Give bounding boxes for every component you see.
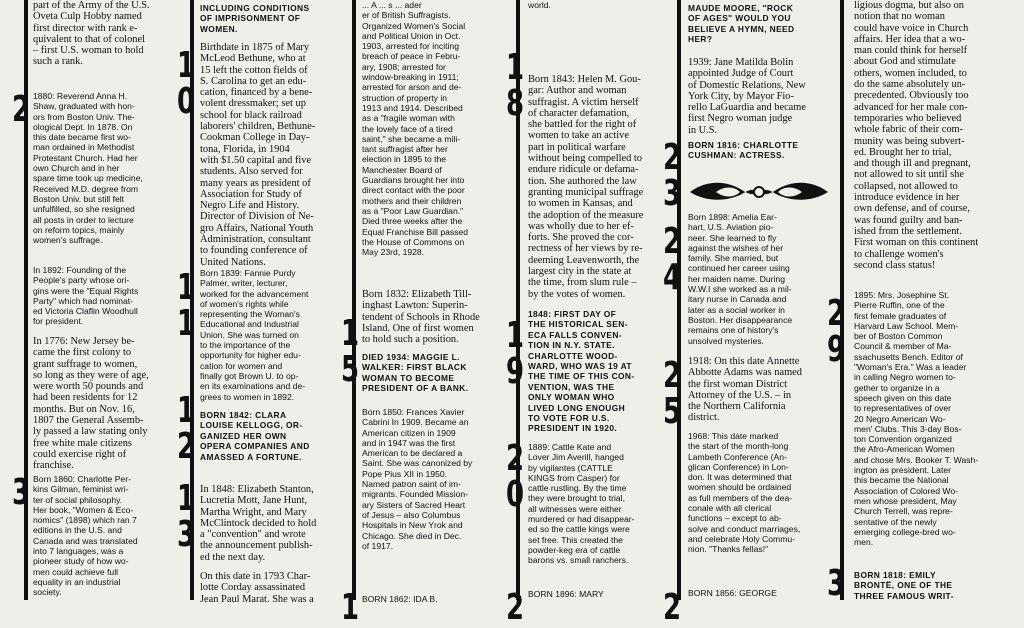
calendar-entry: ligious dogma, but also on notion that no woman could have voice in Church affairs. Her idea that a wo- man could think for herself about God and stimulate others, women included, to do the same absolutely un- precedented. Obviously too advanced for her male con- temporaries who believed whole fabric of their com- munity was being subvert- ed. Brought her to trial, and though ill and pregnant, not allowed to sit until she collapsed, not allowed to introduce evidence in her own defense, and of course, was found guilty and ban- ished from the settlement. First woman on this continent to challenge women's second class status! [854, 0, 979, 271]
entry-headline: 1848: FIRST DAY OF THE HISTORICAL SEN- ECA FALLS CONVEN- TION IN N.Y. STATE. CHARLOTTE WOOD- WARD, WHO WAS 19 AT THE TIME OF THIS CON- VENTION, WAS THE ONLY WOMAN WHO LIVED LONG ENOUGH TO VOTE FOR U.S. PRESIDENT IN 1920. [528, 309, 635, 434]
date-digit: 3 [176, 514, 196, 555]
calendar-entry: Born 1843: Helen M. Gou- gar: Author and woman suffragist. A victim herself of character defamation, she battled for the right of women to take an active part in political warfare without being compelled to endure ridicule or defama- tion. She authored the law granting municipal suffrage to women in Kansas, and the adoption of the measure was wholly due to her ef- forts. She proved the cor- rectness of her views by re- deeming Leavenworth, the largest city in the state at the time, from slum rule – by the votes of women. [528, 74, 644, 300]
date-digit: 1 [176, 390, 196, 431]
calendar-entry: Born 1832: Elizabeth Till- inghast Lawton: Superin- tendent of Schools in Rhode Island. One of first women to hold such a position. [362, 289, 480, 346]
calendar-entry: 1939: Jane Matilda Bolin appointed Judge of Court of Domestic Relations, New York City, by Mayor Fio- rello LaGuardia and became first Negro woman judge in U.S. [688, 57, 806, 136]
date-digit: 0 [176, 81, 196, 122]
date-digit: 3 [662, 173, 682, 214]
date-digit: 3 [11, 472, 31, 513]
entry-headline: INCLUDING CONDITIONS OF IMPRISONMENT OF WOMEN. [200, 3, 310, 34]
date-digit: 1 [176, 45, 196, 86]
calendar-entry: ... A ... s ... ader er of British Suffragists. Organized Women's Social and Political Union in Oct. 1903, arrested for inciting breach of peace in Febru- ary, 1908; arrested for window-breaking in 1911; arrested for arson and de- struction of property in 1913 and 1914. Described as a "fragile woman with the lovely face of a tired saint," she became a mili- tant suffragist after her election in 1895 to the Manchester Board of Guardians brought her into direct contact with the poor mothers and their children as a "Poor Law Guardian." Died three weeks after the Equal Franchise Bill passed the House of Commons on May 23rd, 1928. [362, 0, 469, 258]
date-digit: 2 [505, 438, 525, 479]
calendar-entry: part of the Army of the U.S. Oveta Culp Hobby named first director with rank e- quivalent to that of colonel – first U.S. woman to hold such a rank. [33, 0, 150, 68]
date-digit: 1 [340, 587, 360, 628]
date-digit: 2 [11, 89, 31, 130]
calendar-entry: On this date in 1793 Char- lotte Corday assassinated Jean Paul Marat. She was a [200, 571, 314, 605]
calendar-entry: 1968: This date marked the start of the month-long Lambeth Conference (An- glican Conference) in Lon- don. It was determined that women should be ordained as full members of the dea- conale with all clerical functions – except to ab- solve and conduct marriages, and celebrate Holy Commu- nion. "Thanks fellas!" [688, 431, 801, 555]
calendar-entry: Born 1850: Frances Xavier Cabrini In 1909. Became an American citizen in 1909 and in 1947 was the first American to be declared a Saint. She was canonized by Pope Pius XII in 1950. Named patron saint of im- migrants. Founded Mission- ary Sisters of Sacred Heart of Jesus – also Columbus Hospitals in New Yrok and Chicago. She died in Dec. of 1917. [362, 407, 473, 551]
date-digit: 2 [505, 587, 525, 628]
calendar-entry: In 1848: Elizabeth Stanton, Lucretia Mott, Jane Hunt, Martha Wright, and Mary McClintock decided to hold a "convention" and wrote the announcement publish- ed the next day. [200, 484, 317, 563]
date-digit: 3 [826, 563, 846, 604]
entry-headline: BORN 1842: CLARA LOUISE KELLOGG, OR- GANIZED HER OWN OPERA COMPANIES AND AMASSED A FORTUNE. [200, 410, 310, 462]
date-digit: 8 [505, 83, 525, 124]
ornament-divider [686, 178, 832, 206]
calendar-entry: 1918: On this date Annette Abbotte Adams was named the first woman District Attorney of the U.S. – in the Northern California district. [688, 356, 802, 424]
calendar-entry: BORN 1896: MARY [528, 589, 604, 599]
date-digit: 9 [826, 329, 846, 370]
date-digit: 0 [505, 474, 525, 515]
date-digit: 2 [662, 137, 682, 178]
calendar-entry: Birthdate in 1875 of Mary McLeod Bethune, who at 15 left the cotton fields of S. Carolina to get an edu- cation, financed by a bene- volent dressmaker; set up school for black railroad laborers' children, Bethune- Cookman College in Day- tona, Florida, in 1904 with $1.50 capital and five students. Also served for many years as president of Association for Study of Negro Life and History. Director of Division of Ne- gro Affairs, National Youth Administration, consultant to founding conference of United Nations. [200, 42, 316, 268]
date-digit: 1 [505, 47, 525, 88]
date-digit: 2 [662, 587, 682, 628]
date-digit: 5 [662, 391, 682, 432]
calendar-entry: BORN 1856: GEORGE [688, 588, 777, 598]
calendar-entry: In 1776: New Jersey be- came the first colony to grant suffrage to women, so long as they were of age, were worth 50 pounds and had been residents for 12 months. But on Nov. 16, 1807 the General Assemb- ly passed a law stating only free white male citizens could exercise right of franchise. [33, 336, 149, 472]
entry-headline: BORN 1816: CHARLOTTE CUSHMAN: ACTRESS. [688, 140, 799, 161]
date-digit: 9 [505, 351, 525, 392]
date-digit: 1 [340, 313, 360, 354]
date-digit: 2 [662, 355, 682, 396]
date-digit: 2 [176, 426, 196, 467]
calendar-entry: 1880: Reverend Anna H. Shaw, graduated with hon- ors from Boston Univ. The- ological Dept. In 1878. On this date became first wo- man ordained in Methodist Protestant Church. Had her own Church and in her spare time took up medicine, Received M.D. degree from Boston Univ. but still felt unfulfilled, so she resigned all posts in order to lecture on reform topics, mainly women's suffrage. [33, 91, 143, 246]
calendar-entry: world. [528, 0, 551, 10]
date-digit: 4 [662, 257, 682, 298]
date-digit: 5 [340, 349, 360, 390]
date-digit: 2 [826, 293, 846, 334]
date-digit: 1 [176, 303, 196, 344]
entry-headline: DIED 1934: MAGGIE L. WALKER: FIRST BLACK WOMAN TO BECOME PRESIDENT OF A BANK. [362, 352, 469, 394]
date-digit: 2 [662, 221, 682, 262]
calendar-entry: 1889: Cattle Kate and Lover Jim Averill, hanged by vigilantes (CATTLE KINGS from Casper) for cattle rustling. By the time they were brought to trial, all witnesses were either murdered or had disappear- ed so the cattle kings were set free. This created the powder-keg era of cattle barons vs. small ranchers. [528, 442, 635, 566]
calendar-entry: Born 1898: Amelia Ear- hart, U.S. Aviation pio- neer. She learned to fly against the wishes of her family. She married, but continued her career using her maiden name. During W.W.I she worked as a mil- itary nurse in Canada and later as a social worker in Boston. Her disappearance remains one of history's unsolved mysteries. [688, 212, 793, 346]
calendar-entry: BORN 1862: IDA B. [362, 594, 438, 604]
entry-headline: BORN 1818: EMILY BRONTË, ONE OF THE THREE FAMOUS WRIT- [854, 570, 954, 601]
date-digit: 1 [176, 267, 196, 308]
entry-headline: MAUDE MOORE, "ROCK OF AGES" WOULD YOU BELIEVE A HYMN, NEED HER? [688, 3, 795, 45]
date-digit: 1 [176, 478, 196, 519]
calendar-entry: Born 1839: Fannie Purdy Palmer, writer, lecturer, worked for the advancement of women's rights while representing the Woman's Educational and Industrial Union. She was turned on to the importance of the opportunity for higher edu- cation for women and finally got Brown U. to op- en its examinations and de- grees to women in 1892. [200, 268, 309, 402]
calendar-entry: Born 1860: Charlotte Per- kins Gilman, feminist wri- ter of social philosophy. Her book, "Women & Eco- nomics" (1898) which ran 7 editions in the U.S. and Canada and was translated into 7 languages, was a pioneer study of how wo- men could achieve full equality in an industrial society. [33, 474, 138, 598]
date-digit: 1 [505, 315, 525, 356]
calendar-entry: In 1892: Founding of the People's party whose ori- gins were the "Equal Rights Party" which had nominat- ed Victoria Claflin Woodhull for president. [33, 265, 139, 327]
column-rule [352, 0, 356, 600]
calendar-entry: 1895: Mrs. Josephine St. Pierre Ruffin, one of the first female graduates of Harvard Law School. Mem- ber of Boston Common Council & member of Ma- ssachusetts Bench. Editor of "Woman's Era." Was a leader in calling Negro women to- gether to organize in a speech given on this date to representatives of over 20 Negro American Wo- men' Clubs. This 3-day Bos- ton Convention organized the Afro-American Women and chose Mrs. Booker T. Wash- ington as president. Later this became the National Association of Colored Wo- men whose president, May Church Terrell, was repre- sentative of the newly emerging college-bred wo- men. [854, 290, 979, 548]
